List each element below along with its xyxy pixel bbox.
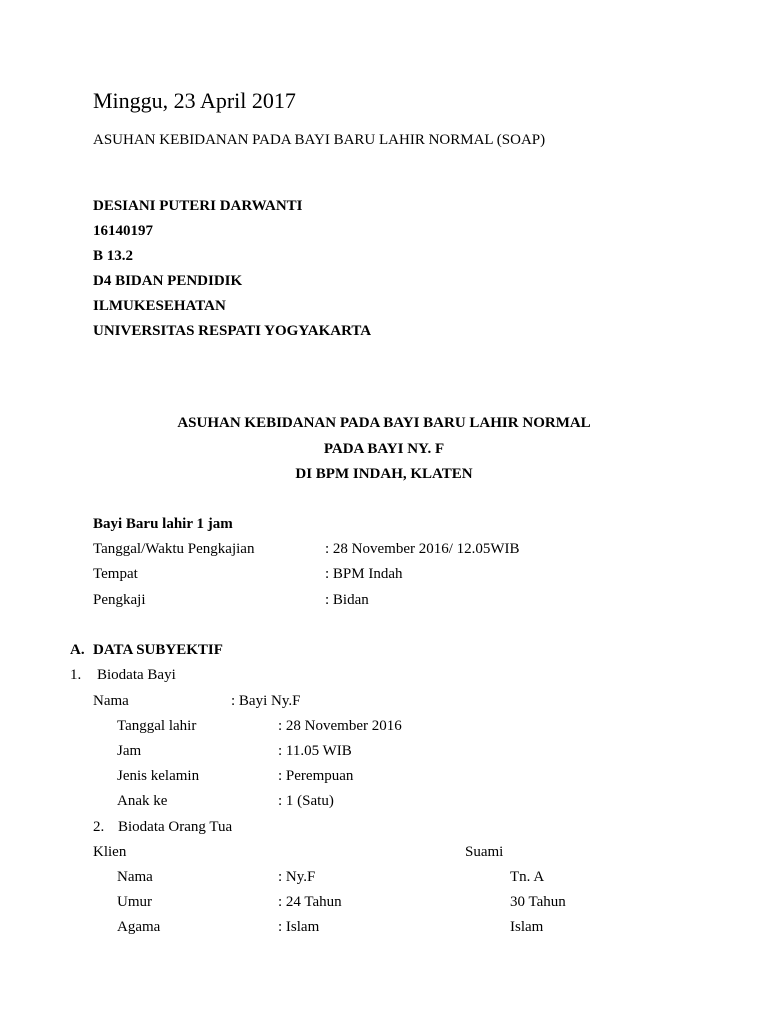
item-1-title: Biodata Bayi <box>97 667 176 683</box>
intro-label: Tempat <box>93 566 138 582</box>
section-a-title: DATA SUBYEKTIF <box>93 642 223 658</box>
intro-value: : BPM Indah <box>325 566 403 582</box>
author-program: D4 BIDAN PENDIDIK <box>93 273 243 289</box>
intro-label: Tanggal/Waktu Pengkajian <box>93 541 255 557</box>
document-title: ASUHAN KEBIDANAN PADA BAYI BARU LAHIR NORMAL (SOAP) <box>93 132 546 148</box>
bayi-field-value: : 28 November 2016 <box>278 718 402 734</box>
intro-subtitle: Bayi Baru lahir 1 jam <box>93 516 233 532</box>
author-nim: 16140197 <box>93 223 153 239</box>
bayi-field-value: : 11.05 WIB <box>278 743 352 759</box>
heading-line-3: DI BPM INDAH, KLATEN <box>295 466 473 482</box>
parent-suami-value: Islam <box>510 919 544 935</box>
author-faculty: ILMUKESEHATAN <box>93 298 226 314</box>
bayi-field-label: Jenis kelamin <box>117 768 200 784</box>
bayi-field-label: Tanggal lahir <box>117 718 197 734</box>
column-klien: Klien <box>93 844 127 860</box>
author-name: DESIANI PUTERI DARWANTI <box>93 198 303 214</box>
parent-field-label: Agama <box>117 919 161 935</box>
bayi-nama-value: : Bayi Ny.F <box>231 693 301 709</box>
author-university: UNIVERSITAS RESPATI YOGYAKARTA <box>93 323 372 339</box>
parent-klien-value: : Ny.F <box>278 869 316 885</box>
intro-label: Pengkaji <box>93 592 146 608</box>
parent-klien-value: : 24 Tahun <box>278 894 342 910</box>
document-date: Minggu, 23 April 2017 <box>93 88 296 113</box>
parent-field-label: Nama <box>117 869 153 885</box>
intro-value: : 28 November 2016/ 12.05WIB <box>325 541 520 557</box>
bayi-field-label: Anak ke <box>117 793 168 809</box>
bayi-field-value: : 1 (Satu) <box>278 793 334 809</box>
item-1-number: 1. <box>70 667 82 683</box>
item-2-title: Biodata Orang Tua <box>118 819 233 835</box>
author-class: B 13.2 <box>93 248 134 264</box>
parent-suami-value: 30 Tahun <box>510 894 566 910</box>
heading-line-1: ASUHAN KEBIDANAN PADA BAYI BARU LAHIR NORMAL <box>177 415 591 431</box>
parent-field-label: Umur <box>117 894 152 910</box>
column-suami: Suami <box>465 844 504 860</box>
parent-suami-value: Tn. A <box>510 869 545 885</box>
bayi-field-label: Jam <box>117 743 142 759</box>
bayi-nama-label: Nama <box>93 693 129 709</box>
heading-line-2: PADA BAYI NY. F <box>323 441 445 457</box>
item-2-number: 2. <box>93 819 105 835</box>
intro-value: : Bidan <box>325 592 369 608</box>
bayi-field-value: : Perempuan <box>278 768 354 784</box>
parent-klien-value: : Islam <box>278 919 320 935</box>
section-a-marker: A. <box>70 642 85 658</box>
